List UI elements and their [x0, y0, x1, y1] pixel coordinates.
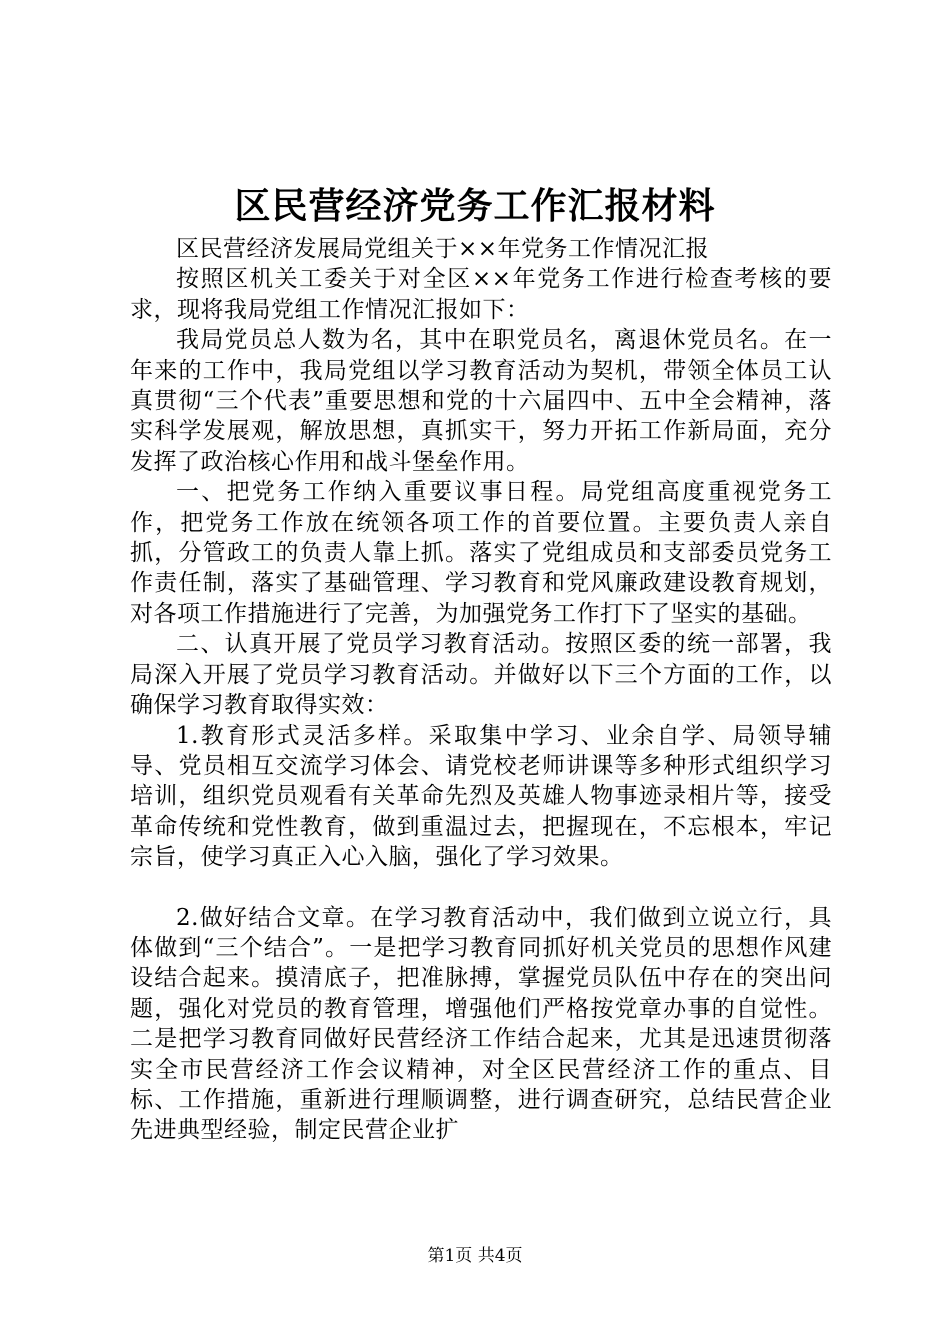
section-one-paragraph: 一、把党务工作纳入重要议事日程。局党组高度重视党务工作，把党务工作放在统领各项工作的首要位置。主要负责人亲自抓，分管政工的负责人靠上抓。落实了党组成员和支部委员党务工作责任制，落实了基础管理、学习教育和党风廉政建设教育规划，对各项工作措施进行了完善，为加强党务工作打下了坚实的基础。 — [130, 479, 832, 627]
item-two-paragraph: 2.做好结合文章。在学习教育活动中，我们做到立说立行，具体做到“三个结合”。一是把学习教育同抓好机关党员的思想作风建设结合起来。摸清底子，把准脉搏，掌握党员队伍中存在的突出问题，强化对党员的教育管理，增强他们严格按党章办事的自觉性。二是把学习教育同做好民营经济工作结合起来，尤其是迅速贯彻落实全市民营经济工作会议精神，对全区民营经济工作的重点、目标、工作措施，重新进行理顺调整，进行调查研究，总结民营企业先进典型经验，制定民营企业扩 — [130, 904, 832, 1144]
intro-paragraph: 按照区机关工委关于对全区××年党务工作进行检查考核的要求，现将我局党组工作情况汇报如下： — [130, 266, 832, 323]
section-two-paragraph: 二、认真开展了党员学习教育活动。按照区委的统一部署，我局深入开展了党员学习教育活动。并做好以下三个方面的工作，以确保学习教育取得实效： — [130, 631, 832, 719]
document-body — [130, 234, 832, 1146]
document-title: 区民营经济党务工作汇报材料 — [234, 185, 716, 227]
membership-paragraph: 我局党员总人数为名，其中在职党员名，离退休党员名。在一年来的工作中，我局党组以学习教育活动为契机，带领全体员工认真贯彻“三个代表”重要思想和党的十六届四中、五中全会精神，落实科学发展观，解放思想，真抓实干，努力开拓工作新局面，充分发挥了政治核心作用和战斗堡垒作用。 — [130, 327, 832, 475]
report-heading-paragraph: 区民营经济发展局党组关于××年党务工作情况汇报 — [176, 236, 710, 262]
item-one-paragraph: 1.教育形式灵活多样。采取集中学习、业余自学、局领导辅导、党员相互交流学习体会、请党校老师讲课等多种形式组织学习培训，组织党员观看有关革命先烈及英雄人物事迹录相片等，接受革命传统和党性教育，做到重温过去，把握现在，不忘根本，牢记宗旨，使学习真正入心入脑，强化了学习效果。 — [130, 722, 832, 871]
page-number-footer: 第1页 共4页 — [427, 1246, 523, 1266]
